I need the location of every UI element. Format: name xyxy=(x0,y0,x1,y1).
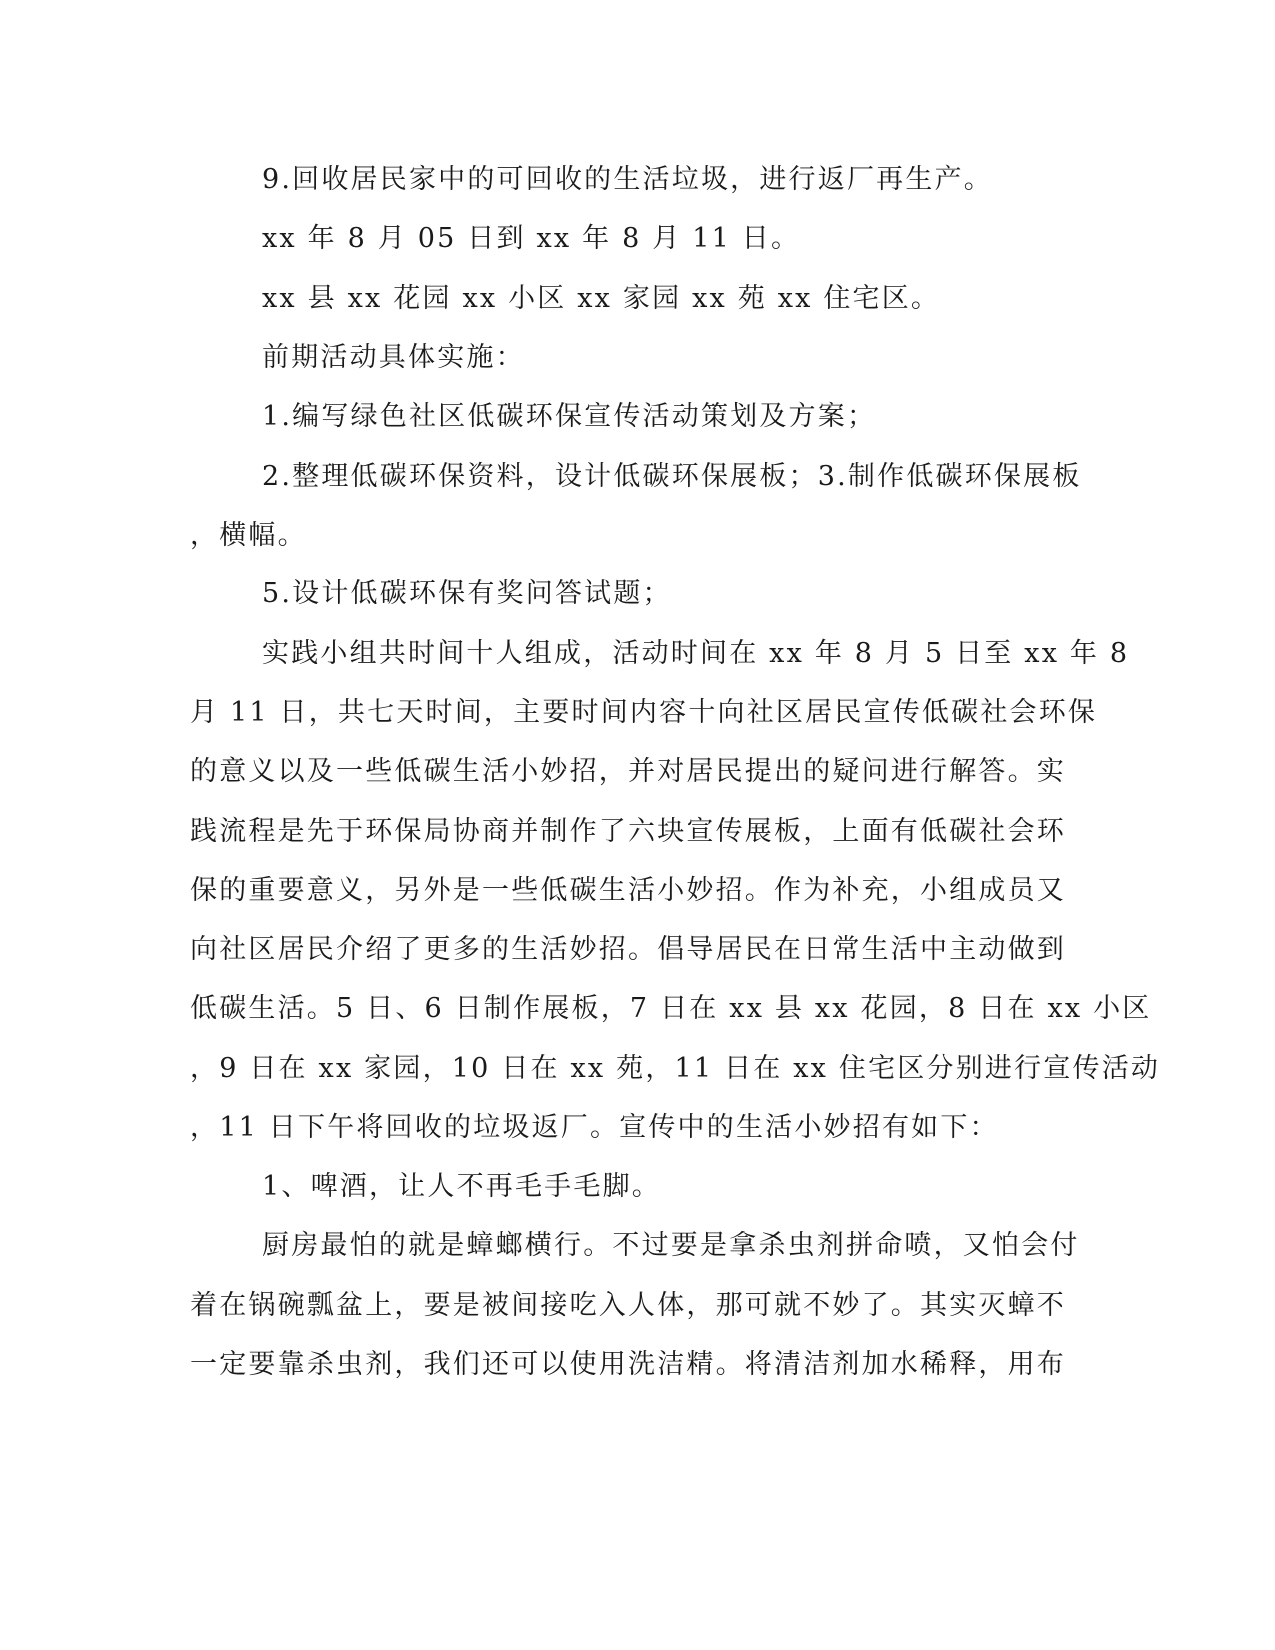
text-line: 9.回收居民家中的可回收的生活垃圾，进行返厂再生产。 xyxy=(262,164,993,195)
text-line: 着在锅碗瓢盆上，要是被间接吃入人体，那可就不妙了。其实灭蟑不 xyxy=(190,1290,1066,1321)
text-line: 厨房最怕的就是蟑螂横行。不过要是拿杀虫剂拼命喷，又怕会付 xyxy=(262,1230,1080,1261)
text-line: 践流程是先于环保局协商并制作了六块宣传展板，上面有低碳社会环 xyxy=(190,816,1066,847)
text-line: 低碳生活。5 日、6 日制作展板，7 日在 xx 县 xx 花园，8 日在 xx 小区 xyxy=(190,993,1152,1024)
text-line: ，横幅。 xyxy=(190,520,307,551)
text-line: 前期活动具体实施： xyxy=(262,342,525,373)
text-line: 一定要靠杀虫剂，我们还可以使用洗洁精。将清洁剂加水稀释，用布 xyxy=(190,1349,1066,1380)
text-line: 1、啤酒，让人不再毛手毛脚。 xyxy=(262,1171,661,1202)
text-line: 1.编写绿色社区低碳环保宣传活动策划及方案； xyxy=(262,401,877,432)
text-line: xx 年 8 月 05 日到 xx 年 8 月 11 日。 xyxy=(262,223,801,254)
text-line: 向社区居民介绍了更多的生活妙招。倡导居民在日常生活中主动做到 xyxy=(190,934,1066,965)
text-line: ，11 日下午将回收的垃圾返厂。宣传中的生活小妙招有如下： xyxy=(190,1112,999,1143)
text-line: 2.整理低碳环保资料，设计低碳环保展板；3.制作低碳环保展板 xyxy=(262,461,1082,492)
text-line: 实践小组共时间十人组成，活动时间在 xx 年 8 月 5 日至 xx 年 8 xyxy=(262,638,1130,669)
text-line: 保的重要意义，另外是一些低碳生活小妙招。作为补充，小组成员又 xyxy=(190,875,1066,906)
text-line: xx 县 xx 花园 xx 小区 xx 家园 xx 苑 xx 住宅区。 xyxy=(262,283,941,314)
text-line: 5.设计低碳环保有奖问答试题； xyxy=(262,578,672,609)
text-line: ，9 日在 xx 家园，10 日在 xx 苑，11 日在 xx 住宅区分别进行宣传活动 xyxy=(190,1053,1161,1084)
text-line: 的意义以及一些低碳生活小妙招，并对居民提出的疑问进行解答。实 xyxy=(190,756,1066,787)
text-line: 月 11 日，共七天时间，主要时间内容十向社区居民宣传低碳社会环保 xyxy=(190,697,1098,728)
